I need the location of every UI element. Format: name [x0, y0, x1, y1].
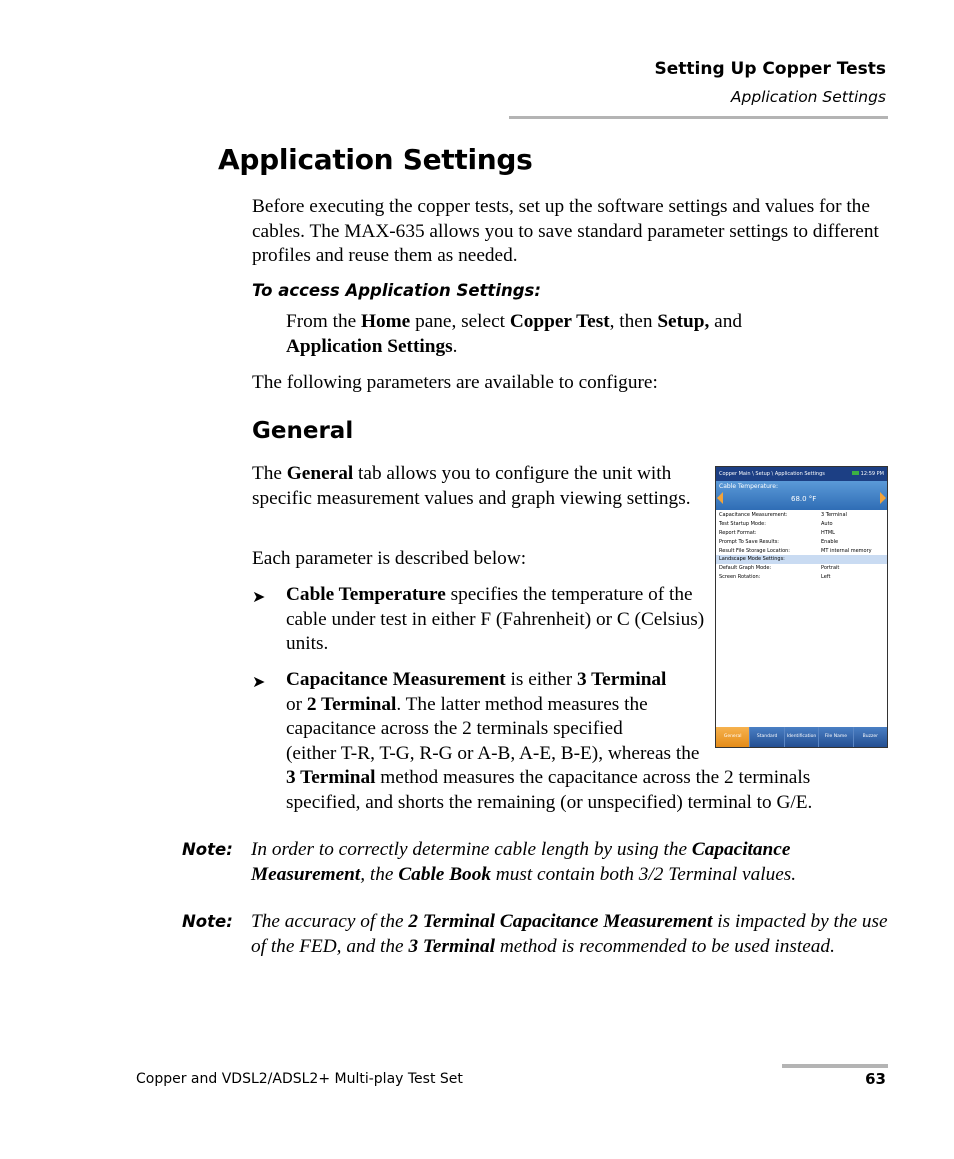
footer-product-name: Copper and VDSL2/ADSL2+ Multi-play Test Set: [136, 1071, 463, 1087]
tab-file-name: File Name: [818, 727, 852, 747]
device-titlebar: [716, 467, 887, 481]
list-item: Prompt To Save Results: Enable: [719, 538, 839, 545]
tab-general: General: [716, 727, 749, 747]
arrow-right-icon: [880, 492, 886, 504]
procedure-step: From the Home pane, select Copper Test, then Setup, and Application Settings.: [286, 311, 742, 357]
bullet-arrow-icon: ➤: [252, 674, 266, 691]
params-intro: The following parameters are available to configure:: [252, 372, 658, 393]
list-item: Screen Rotation: Left: [719, 574, 831, 581]
running-header-chapter: Setting Up Copper Tests: [654, 59, 886, 79]
cable-temperature-control: [716, 481, 887, 510]
cable-temperature-value: 68.0 °F: [791, 495, 817, 503]
list-item: Report Format: HTML: [719, 529, 835, 536]
battery-icon: [852, 471, 859, 475]
settings-list: [716, 511, 887, 582]
list-item: Default Graph Mode: Portrait: [719, 565, 840, 572]
procedure-heading: To access Application Settings:: [252, 281, 541, 300]
list-item: Landscape Mode Settings:: [716, 555, 887, 564]
note-text: In order to correctly determine cable length by using the Capacitance Measurement, the Cable Book must contain both 3/2 Terminal values.: [251, 839, 797, 885]
header-rule: [509, 116, 888, 119]
note-text: The accuracy of the 2 Terminal Capacitance Measurement is impacted by the use of the FED, and the 3 Terminal method is recommended to be used instead.: [251, 911, 888, 957]
list-item: Result File Storage Location: MT internal memory: [719, 547, 872, 554]
list-item: Capacitance Measurement: 3 Terminal: [719, 512, 847, 518]
footer-rule: [782, 1064, 888, 1068]
tab-standard: Standard: [749, 727, 783, 747]
page-number: 63: [865, 1070, 886, 1088]
tab-identification: Identification: [784, 727, 818, 747]
device-tab-bar: [716, 727, 887, 747]
each-parameter-text: Each parameter is described below:: [252, 548, 527, 569]
section-heading-general: General: [252, 418, 354, 444]
device-screenshot: [715, 466, 888, 748]
device-clock: 12:59 PM: [860, 471, 884, 477]
bullet-cable-temperature: Cable Temperature specifies the temperature of the cable under test in either F (Fahrenheit) or C (Celsius) units.: [286, 584, 705, 654]
bullet-arrow-icon: ➤: [252, 589, 266, 606]
tab-buzzer: Buzzer: [853, 727, 887, 747]
bullet-capacitance-measurement: Capacitance Measurement is either 3 Terminal or 2 Terminal. The latter method measures the capacitance across the 2 terminals specified (either T-R, T-G, R-G or A-B, A-E, B-E), whereas the 3 Terminal method measures the capacitance across the 2 terminals specified, and shorts the remaining (or unspecified) terminal to G/E.: [286, 669, 813, 813]
note-label: Note:: [182, 912, 233, 931]
cable-temperature-label: Cable Temperature:: [719, 483, 778, 490]
general-intro: The General tab allows you to configure the unit with specific measurement values and graph viewing settings.: [252, 463, 691, 509]
list-item: Test Startup Mode: Auto: [719, 520, 833, 527]
page-title: Application Settings: [218, 143, 533, 176]
intro-paragraph: Before executing the copper tests, set up the software settings and values for the cables. The MAX-635 allows you to save standard parameter settings to different profiles and reuse them as needed.: [252, 196, 879, 266]
arrow-left-icon: [717, 492, 723, 504]
running-header-section: Application Settings: [730, 88, 886, 106]
device-breadcrumb: Copper Main \ Setup \ Application Settings: [719, 471, 825, 477]
note-label: Note:: [182, 840, 233, 859]
